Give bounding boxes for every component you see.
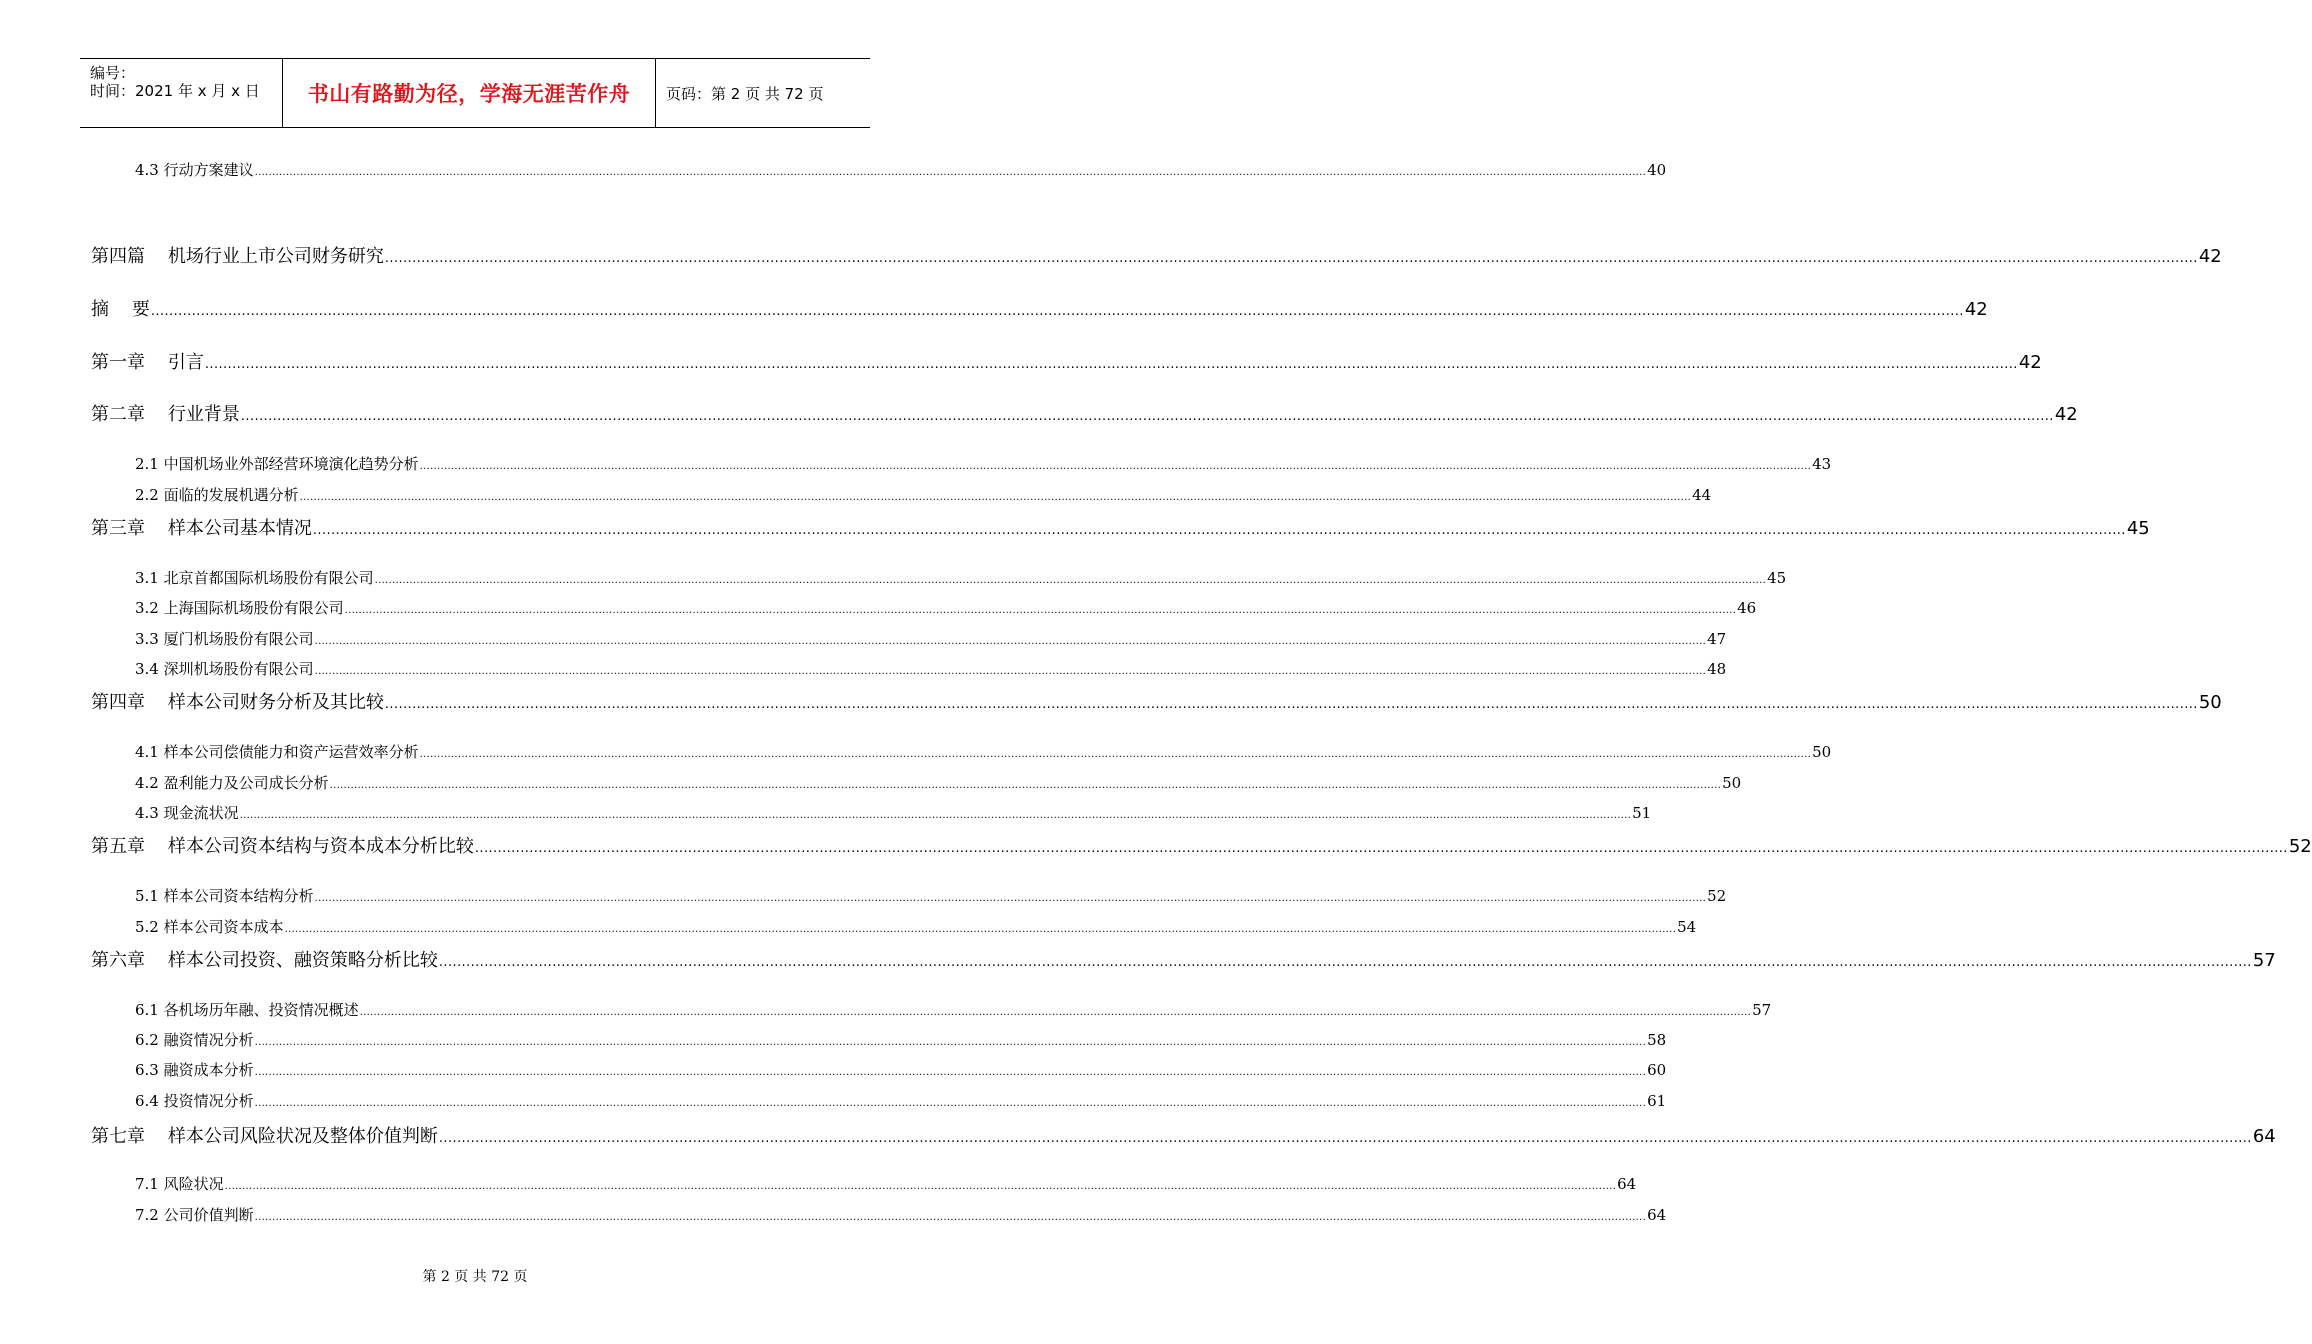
header-motto: 书山有路勤为径，学海无涯苦作舟: [282, 59, 656, 127]
toc-entry-title: 第三章 样本公司基本情况: [91, 518, 312, 539]
toc-page-number: 51: [1632, 804, 1652, 822]
toc-entry-title: 4.3 现金流状况: [135, 804, 239, 822]
toc-leader-dots: ................................................................................................................................................................................................................................................................................................................................................................................................................: [329, 780, 1722, 791]
toc-section-entry[interactable]: [135, 453, 1832, 474]
toc-page-number: 50: [1722, 774, 1742, 792]
toc-entry-title: 5.1 样本公司资本结构分析: [135, 887, 314, 905]
toc-entry-title: 7.2 公司价值判断: [135, 1206, 254, 1224]
toc-entry-title: 第五章 样本公司资本结构与资本成本分析比较: [91, 836, 474, 857]
toc-entry-title: 2.2 面临的发展机遇分析: [135, 486, 299, 504]
toc-page-number: 57: [2252, 950, 2276, 971]
toc-leader-dots: ................................................................................................................................................................................................................................................................................................................................................................................................................: [254, 167, 1647, 178]
toc-leader-dots: ................................................................................................................................................................................................................................................................................................................................................................................................................: [224, 1181, 1617, 1192]
toc-leader-dots: ................................................................................................................................................................................................................................................................................................................................................................................................................: [312, 523, 2126, 538]
page-footer: 第 2 页 共 72 页: [422, 1269, 528, 1285]
toc-entry-title: 3.3 厦门机场股份有限公司: [135, 630, 314, 648]
toc-leader-dots: ................................................................................................................................................................................................................................................................................................................................................................................................................: [254, 1212, 1647, 1223]
toc-leader-dots: ................................................................................................................................................................................................................................................................................................................................................................................................................: [474, 841, 2288, 856]
toc-page-number: 45: [2126, 518, 2150, 539]
header-left-cell: [80, 59, 282, 127]
toc-section-entry[interactable]: [135, 484, 1712, 505]
toc-page-number: 46: [1737, 599, 1757, 617]
toc-leader-dots: ................................................................................................................................................................................................................................................................................................................................................................................................................: [150, 304, 1964, 319]
toc-section-entry[interactable]: [135, 597, 1757, 618]
toc-section-entry[interactable]: [135, 772, 1742, 793]
toc-leader-dots: ................................................................................................................................................................................................................................................................................................................................................................................................................: [344, 605, 1737, 616]
toc-section-entry[interactable]: [135, 159, 1667, 180]
toc-leader-dots: ................................................................................................................................................................................................................................................................................................................................................................................................................: [254, 1067, 1647, 1078]
page-header: [80, 58, 870, 128]
toc-page-number: 54: [1677, 918, 1697, 936]
toc-leader-dots: ................................................................................................................................................................................................................................................................................................................................................................................................................: [438, 955, 2252, 970]
toc-page-number: 50: [1812, 743, 1832, 761]
toc-entry-title: 第四篇 机场行业上市公司财务研究: [91, 246, 384, 267]
toc-entry-title: 6.2 融资情况分析: [135, 1031, 254, 1049]
toc-page-number: 64: [2252, 1126, 2276, 1147]
toc-section-entry[interactable]: [135, 916, 1697, 937]
toc-leader-dots: ................................................................................................................................................................................................................................................................................................................................................................................................................: [284, 924, 1677, 935]
toc-entry-title: 7.1 风险状况: [135, 1175, 224, 1193]
toc-entry-title: 3.2 上海国际机场股份有限公司: [135, 599, 344, 617]
toc-leader-dots: ................................................................................................................................................................................................................................................................................................................................................................................................................: [384, 697, 2198, 712]
toc-section-entry[interactable]: [135, 999, 1772, 1020]
toc-page-number: 61: [1647, 1092, 1667, 1110]
toc-page-number: 44: [1692, 486, 1712, 504]
toc-page-number: 42: [2054, 404, 2078, 425]
toc-chapter-entry[interactable]: [91, 242, 2222, 268]
toc-chapter-entry[interactable]: [91, 514, 2150, 540]
toc-page-number: 58: [1647, 1031, 1667, 1049]
toc-entry-title: 第六章 样本公司投资、融资策略分析比较: [91, 950, 438, 971]
toc-section-entry[interactable]: [135, 1059, 1667, 1080]
toc-chapter-entry[interactable]: [91, 688, 2222, 714]
header-page-info: 页码：第 2 页 共 72 页: [666, 84, 824, 103]
toc-leader-dots: ................................................................................................................................................................................................................................................................................................................................................................................................................: [384, 251, 2198, 266]
toc-page-number: 42: [1964, 299, 1988, 320]
toc-entry-title: 6.3 融资成本分析: [135, 1061, 254, 1079]
toc-leader-dots: ................................................................................................................................................................................................................................................................................................................................................................................................................: [419, 749, 1812, 760]
toc-leader-dots: ................................................................................................................................................................................................................................................................................................................................................................................................................: [240, 409, 2054, 424]
toc-section-entry[interactable]: [135, 1090, 1667, 1111]
toc-page-number: 43: [1812, 455, 1832, 473]
toc-chapter-entry[interactable]: [91, 295, 1988, 321]
toc-entry-title: 3.1 北京首都国际机场股份有限公司: [135, 569, 374, 587]
toc-section-entry[interactable]: [135, 628, 1727, 649]
toc-leader-dots: ................................................................................................................................................................................................................................................................................................................................................................................................................: [359, 1007, 1752, 1018]
toc-entry-title: 第七章 样本公司风险状况及整体价值判断: [91, 1126, 438, 1147]
toc-entry-title: 4.3 行动方案建议: [135, 161, 254, 179]
toc-entry-title: 6.4 投资情况分析: [135, 1092, 254, 1110]
toc-section-entry[interactable]: [135, 1173, 1637, 1194]
toc-section-entry[interactable]: [135, 741, 1832, 762]
toc-chapter-entry[interactable]: [91, 1122, 2276, 1148]
toc-page-number: 42: [2018, 352, 2042, 373]
toc-entry-title: 4.2 盈利能力及公司成长分析: [135, 774, 329, 792]
toc-section-entry[interactable]: [135, 885, 1727, 906]
toc-leader-dots: ................................................................................................................................................................................................................................................................................................................................................................................................................: [314, 666, 1707, 677]
toc-page-number: 47: [1707, 630, 1727, 648]
toc-page-number: 64: [1647, 1206, 1667, 1224]
toc-entry-title: 第一章 引言: [91, 352, 204, 373]
toc-leader-dots: ................................................................................................................................................................................................................................................................................................................................................................................................................: [254, 1037, 1647, 1048]
toc-entry-title: 4.1 样本公司偿债能力和资产运营效率分析: [135, 743, 419, 761]
toc-leader-dots: ................................................................................................................................................................................................................................................................................................................................................................................................................: [314, 893, 1707, 904]
toc-page-number: 60: [1647, 1061, 1667, 1079]
toc-entry-title: 3.4 深圳机场股份有限公司: [135, 660, 314, 678]
toc-page-number: 64: [1617, 1175, 1637, 1193]
toc-entry-title: 第四章 样本公司财务分析及其比较: [91, 692, 384, 713]
toc-leader-dots: ................................................................................................................................................................................................................................................................................................................................................................................................................: [438, 1131, 2252, 1146]
toc-section-entry[interactable]: [135, 1029, 1667, 1050]
toc-page-number: 45: [1767, 569, 1787, 587]
toc-page-number: 42: [2198, 246, 2222, 267]
toc-page-number: 52: [1707, 887, 1727, 905]
toc-section-entry[interactable]: [135, 802, 1652, 823]
toc-section-entry[interactable]: [135, 1204, 1667, 1225]
toc-entry-title: 摘 要: [91, 299, 150, 320]
toc-leader-dots: ................................................................................................................................................................................................................................................................................................................................................................................................................: [254, 1098, 1647, 1109]
toc-page-number: 40: [1647, 161, 1667, 179]
toc-leader-dots: ................................................................................................................................................................................................................................................................................................................................................................................................................: [299, 492, 1692, 503]
toc-entry-title: 2.1 中国机场业外部经营环境演化趋势分析: [135, 455, 419, 473]
toc-section-entry[interactable]: [135, 567, 1787, 588]
toc-entry-title: 5.2 样本公司资本成本: [135, 918, 284, 936]
toc-chapter-entry[interactable]: [91, 400, 2078, 426]
toc-leader-dots: ................................................................................................................................................................................................................................................................................................................................................................................................................: [314, 636, 1707, 647]
document-number-label: 编号：: [90, 64, 136, 82]
toc-leader-dots: ................................................................................................................................................................................................................................................................................................................................................................................................................: [239, 810, 1632, 821]
document-date: 时间：2021 年 x 月 x 日: [90, 82, 260, 100]
toc-page-number: 50: [2198, 692, 2222, 713]
toc-leader-dots: ................................................................................................................................................................................................................................................................................................................................................................................................................: [374, 575, 1767, 586]
toc-section-entry[interactable]: [135, 658, 1727, 679]
toc-chapter-entry[interactable]: [91, 348, 2042, 374]
toc-entry-title: 第二章 行业背景: [91, 404, 240, 425]
toc-leader-dots: ................................................................................................................................................................................................................................................................................................................................................................................................................: [419, 461, 1812, 472]
toc-page-number: 57: [1752, 1001, 1772, 1019]
toc-page-number: 52: [2288, 836, 2312, 857]
toc-chapter-entry[interactable]: [91, 832, 2312, 858]
toc-entry-title: 6.1 各机场历年融、投资情况概述: [135, 1001, 359, 1019]
toc-page-number: 48: [1707, 660, 1727, 678]
toc-leader-dots: ................................................................................................................................................................................................................................................................................................................................................................................................................: [204, 357, 2018, 372]
toc-chapter-entry[interactable]: [91, 946, 2276, 972]
